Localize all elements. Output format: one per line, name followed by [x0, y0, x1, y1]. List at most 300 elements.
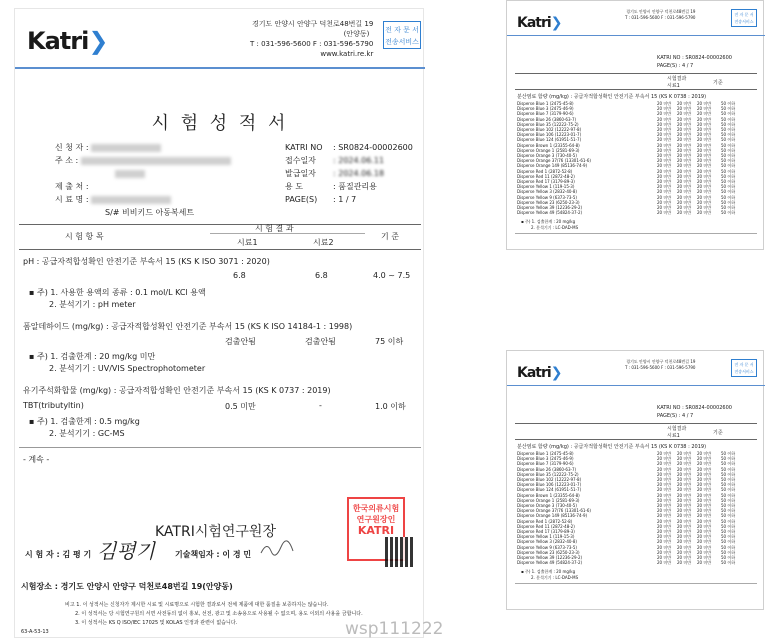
col-sample1-header: 시료1 [667, 433, 680, 439]
dye-standard: 50 이하 [721, 471, 736, 477]
dye-result-2: 20 미만 [677, 513, 692, 519]
dye-result-3: 20 미만 [697, 451, 712, 456]
dye-result-3: 20 미만 [697, 153, 712, 158]
reviewer-signature [259, 539, 299, 559]
page-value: : 1 / 7 [333, 195, 357, 204]
dye-row: Disperse Yellow 3 (2832-40-8) [517, 189, 577, 195]
col-result-header: 시험결과 [667, 426, 687, 432]
dye-result-2: 20 미만 [677, 544, 692, 550]
dye-row: Disperse Yellow 9 (6373-73-5) [517, 544, 577, 550]
dye-result-2: 20 미만 [677, 163, 692, 169]
section-ph-sample1: 6.8 [233, 271, 246, 280]
footnotes [65, 601, 363, 628]
fields-left: 신 청 자 : 주 소 : 제 출 처 : 시 료 명 : S/# 비비키드 아동복세트 [55, 141, 231, 219]
dye-result-2: 20 미만 [677, 508, 692, 514]
dye-row: Disperse Blue 35 (12222-75-2) [517, 471, 579, 477]
dye-result-1: 20 미만 [657, 534, 672, 540]
dye-row: Disperse Blue 102 (12222-97-8) [517, 127, 582, 132]
dye-result-3: 20 미만 [697, 466, 712, 472]
dye-result-2: 20 미만 [677, 194, 692, 200]
dye-row: Disperse Blue 7 (3179-90-6) [517, 111, 574, 117]
dye-standard: 50 이하 [721, 210, 736, 216]
dye-row: Disperse Blue 1 (2475-45-8) [517, 101, 574, 106]
section-title: 분산염료 함량 (mg/kg) : 공급자적합성확인 안전기준 부속서 15 (KS K 0738 : 2019) [517, 444, 707, 450]
dye-result-1: 20 미만 [657, 132, 672, 138]
applicant-label: 신 청 자 [55, 143, 84, 152]
table-top-rule [515, 73, 757, 74]
table-top-rule [19, 224, 421, 225]
dye-result-1: 20 미만 [657, 163, 672, 169]
sample-label: 시 료 명 [55, 195, 84, 204]
dye-result-1: 20 미만 [657, 205, 672, 210]
dye-result-2: 20 미만 [677, 451, 692, 456]
table-bottom-rule [19, 447, 421, 448]
dye-result-3: 20 미만 [697, 534, 712, 540]
document-title: 시 험 성 적 서 [151, 113, 289, 134]
table-bottom-rule [515, 583, 757, 584]
result-sub-rule [210, 233, 365, 234]
dye-result-2: 20 미만 [677, 101, 692, 106]
dye-result-2: 20 미만 [677, 210, 692, 216]
section-formaldehyde-standard: 75 이하 [375, 337, 404, 346]
dye-result-1: 20 미만 [657, 539, 672, 545]
dye-row: Disperse Orange 37/76 (13301-61-6) [517, 508, 591, 514]
dye-result-2: 20 미만 [677, 184, 692, 190]
dye-row: Disperse Yellow 23 (6250-23-3) [517, 549, 580, 555]
institute-name: KATRI시험연구원장 [155, 524, 276, 540]
dye-result-1: 20 미만 [657, 508, 672, 514]
dye-result-2: 20 미만 [677, 477, 692, 482]
section-organotin-title: 유기주석화합물 (mg/kg) : 공급자적합성확인 안전기준 부속서 15 (KS K 0737 : 2019) [23, 386, 331, 395]
dye-result-1: 20 미만 [657, 549, 672, 555]
dye-standard: 50 이하 [721, 205, 736, 210]
chevron-right-icon: ❯ [550, 365, 562, 381]
dye-result-3: 20 미만 [697, 487, 712, 493]
dye-result-1: 20 미만 [657, 482, 672, 488]
dye-result-2: 20 미만 [677, 199, 692, 205]
dye-result-2: 20 미만 [677, 560, 692, 566]
dye-result-3: 20 미만 [697, 121, 712, 127]
dye-row: Disperse Yellow 39 (12236-29-2) [517, 555, 583, 560]
section-title: 분산염료 함량 (mg/kg) : 공급자적합성확인 안전기준 부속서 15 (KS K 0738 : 2019) [517, 94, 707, 100]
received-value: : 2024.06.11 [333, 156, 385, 165]
table-header-rule [19, 249, 421, 250]
section-organotin-standard: 1.0 이하 [375, 402, 406, 411]
col-standard-header: 기준 [713, 430, 723, 436]
sample-value: S/# 비비키드 아동복세트 [105, 208, 195, 217]
dye-result-1: 20 미만 [657, 142, 672, 148]
dye-standard: 50 이하 [721, 168, 736, 174]
dye-result-3: 20 미만 [697, 560, 712, 566]
dye-standard: 50 이하 [721, 487, 736, 493]
dye-result-3: 20 미만 [697, 127, 712, 132]
dye-result-3: 20 미만 [697, 497, 712, 503]
page-value: PAGE(S) : 4 / 7 [657, 63, 694, 69]
dye-standard: 50 이하 [721, 111, 736, 117]
dye-result-2: 20 미만 [677, 121, 692, 127]
dye-standard: 50 이하 [721, 153, 736, 158]
address-redacted-2 [115, 170, 145, 178]
dye-row: Disperse Orange 37/76 (13301-61-6) [517, 158, 591, 164]
dye-result-3: 20 미만 [697, 158, 712, 164]
dye-result-3: 20 미만 [697, 194, 712, 200]
dye-result-1: 20 미만 [657, 121, 672, 127]
col-item-header: 시 험 항 목 [65, 232, 104, 241]
dye-result-2: 20 미만 [677, 456, 692, 462]
col-result-header: 시 험 결 과 [255, 224, 294, 233]
col-sample1-header: 시료1 [237, 238, 258, 247]
dye-result-1: 20 미만 [657, 184, 672, 190]
dye-row: Disperse Orange 1 (2581-69-3) [517, 147, 580, 153]
dye-result-2: 20 미만 [677, 111, 692, 117]
address-label: 주 소 [55, 156, 73, 165]
dye-row: Disperse Orange 149 (85136-74-9) [517, 163, 588, 169]
dye-result-2: 20 미만 [677, 137, 692, 143]
katri-no-value: KATRI NO : SR0824-00002600 [657, 405, 732, 411]
katri-no-label: KATRI NO [285, 143, 323, 152]
dye-standard: 50 이하 [721, 461, 736, 467]
dye-result-2: 20 미만 [677, 127, 692, 132]
dye-result-3: 20 미만 [697, 513, 712, 519]
dye-result-2: 20 미만 [677, 466, 692, 472]
dye-row: Disperse Blue 106 (12223-01-7) [517, 132, 582, 138]
dye-result-3: 20 미만 [697, 456, 712, 462]
header-divider [507, 385, 765, 386]
dye-row: Disperse Red 17 (3179-89-3) [517, 529, 575, 534]
section-formaldehyde-note2: 2. 분석기기 : UV/VIS Spectrophotometer [49, 364, 206, 373]
dye-result-1: 20 미만 [657, 210, 672, 216]
dye-standard: 50 이하 [721, 127, 736, 132]
note-1: ▪ 주) 1. 검출한계 : 20 mg/kg [521, 569, 576, 575]
dye-standard: 50 이하 [721, 142, 736, 148]
dye-row: Disperse Yellow 3 (2832-40-8) [517, 539, 577, 545]
dye-result-3: 20 미만 [697, 147, 712, 153]
section-ph-sample2: 6.8 [315, 271, 328, 280]
dye-standard: 50 이하 [721, 518, 736, 524]
dye-row: Disperse Red 11 (2872-48-2) [517, 173, 575, 179]
dye-result-2: 20 미만 [677, 158, 692, 164]
page-label: PAGE(S) [285, 195, 318, 204]
dye-result-2: 20 미만 [677, 179, 692, 184]
section-ph-note1: ▪ 주) 1. 사용한 용액의 종류 : 0.1 mol/L KCl 용액 [29, 288, 206, 297]
dye-row: Disperse Red 1 (2872-52-8) [517, 168, 573, 174]
dye-result-2: 20 미만 [677, 518, 692, 524]
chevron-right-icon: ❯ [88, 27, 108, 55]
dye-result-2: 20 미만 [677, 132, 692, 138]
dye-result-3: 20 미만 [697, 168, 712, 174]
dye-result-1: 20 미만 [657, 451, 672, 456]
section-organotin-sample1: 0.5 미만 [225, 402, 256, 411]
dye-standard: 50 이하 [721, 158, 736, 164]
dye-row: Disperse Blue 3 (2475-46-9) [517, 106, 574, 112]
dye-result-3: 20 미만 [697, 544, 712, 550]
dye-row: Disperse Yellow 1 (119-15-3) [517, 534, 575, 540]
section-ph-note2: 2. 분석기기 : pH meter [49, 300, 136, 309]
dye-standard: 50 이하 [721, 549, 736, 555]
dye-result-1: 20 미만 [657, 168, 672, 174]
e-document-stamp: 전 자 문 서 전송서비스 [383, 21, 421, 49]
dye-result-1: 20 미만 [657, 116, 672, 122]
dye-row: Disperse Blue 26 (3860-63-7) [517, 116, 577, 122]
dye-standard: 50 이하 [721, 451, 736, 456]
dye-result-1: 20 미만 [657, 487, 672, 493]
header-address: 경기도 안양시 안양구 덕천로48번길 19 [251, 20, 374, 28]
reviewer-label: 기술책임자 : 이 경 민 [175, 550, 252, 559]
continued-label: - 계속 - [23, 455, 50, 464]
dye-result-3: 20 미만 [697, 179, 712, 184]
dye-row: Disperse Blue 26 (3860-63-7) [517, 466, 577, 472]
dye-result-3: 20 미만 [697, 142, 712, 148]
section-formaldehyde-note1: ▪ 주) 1. 검출한계 : 20 mg/kg 미만 [29, 352, 156, 361]
e-document-stamp: 전 자 문 서 전송서비스 [731, 359, 757, 377]
dye-result-2: 20 미만 [677, 492, 692, 498]
col-sample1-header: 시료1 [667, 83, 680, 89]
dye-standard: 50 이하 [721, 163, 736, 169]
dye-standard: 50 이하 [721, 503, 736, 508]
dye-result-1: 20 미만 [657, 544, 672, 550]
tester-signature: 김평기 [97, 539, 155, 563]
dye-row: Disperse Orange 1 (2581-69-3) [517, 497, 580, 503]
issued-value: : 2024.06.18 [333, 169, 385, 178]
dye-standard: 50 이하 [721, 477, 736, 482]
dye-result-3: 20 미만 [697, 132, 712, 138]
dye-row: Disperse Orange 149 (85136-74-9) [517, 513, 588, 519]
dye-result-2: 20 미만 [677, 189, 692, 195]
use-label: 용 도 [285, 182, 303, 191]
dye-result-2: 20 미만 [677, 523, 692, 529]
form-code: 63-A-53-13 [21, 629, 49, 635]
dye-standard: 50 이하 [721, 513, 736, 519]
address-redacted [81, 157, 231, 165]
dye-result-1: 20 미만 [657, 523, 672, 529]
dye-result-3: 20 미만 [697, 508, 712, 514]
dye-result-3: 20 미만 [697, 492, 712, 498]
section-organotin-row-label: TBT(tributyltin) [23, 401, 84, 410]
issued-label: 발급일자 [285, 169, 316, 178]
dye-result-1: 20 미만 [657, 106, 672, 112]
dye-standard: 50 이하 [721, 456, 736, 462]
dye-standard: 50 이하 [721, 116, 736, 122]
dye-result-3: 20 미만 [697, 101, 712, 106]
section-ph-title: pH : 공급자적합성확인 안전기준 부속서 15 (KS K ISO 3071 : 2020) [23, 257, 270, 266]
dye-result-3: 20 미만 [697, 137, 712, 143]
qr-code [385, 537, 415, 567]
dye-result-2: 20 미만 [677, 461, 692, 467]
header-phone: T : 031-596-5600 F : 031-596-5790 [250, 40, 374, 48]
col-standard-header: 기준 [713, 80, 723, 86]
dye-row: Disperse Yellow 49 (54824-37-2) [517, 560, 583, 566]
dye-standard: 50 이하 [721, 179, 736, 184]
dye-result-2: 20 미만 [677, 482, 692, 488]
dye-result-3: 20 미만 [697, 539, 712, 545]
dye-result-3: 20 미만 [697, 477, 712, 482]
applicant-redacted [91, 144, 161, 152]
dye-row: Disperse Red 17 (3179-89-3) [517, 179, 575, 184]
dye-standard: 50 이하 [721, 137, 736, 143]
dye-standard: 50 이하 [721, 529, 736, 534]
section-formaldehyde-sample1: 검출안됨 [225, 337, 256, 346]
dye-row: Disperse Yellow 1 (119-15-3) [517, 184, 575, 190]
dye-result-3: 20 미만 [697, 205, 712, 210]
report-page-thumb-1 [506, 0, 764, 250]
dye-standard: 50 이하 [721, 539, 736, 545]
note-1: ▪ 주) 1. 검출한계 : 20 mg/kg [521, 219, 576, 225]
dye-standard: 50 이하 [721, 497, 736, 503]
dye-row: Disperse Blue 106 (12223-01-7) [517, 482, 582, 488]
dye-row: Disperse Red 11 (2872-48-2) [517, 523, 575, 529]
dye-row: Disperse Yellow 9 (6373-73-5) [517, 194, 577, 200]
dye-result-2: 20 미만 [677, 497, 692, 503]
dye-result-1: 20 미만 [657, 560, 672, 566]
dye-result-3: 20 미만 [697, 482, 712, 488]
dye-result-1: 20 미만 [657, 518, 672, 524]
header-divider [15, 67, 425, 69]
dye-result-2: 20 미만 [677, 205, 692, 210]
section-formaldehyde-sample2: 검출안됨 [305, 337, 336, 346]
dye-row: Disperse Brown 1 (23355-64-8) [517, 492, 580, 498]
dye-standard: 50 이하 [721, 147, 736, 153]
tester-label: 시 험 자 : 김 평 기 [25, 550, 92, 559]
katri-logo: Katri❯ [27, 27, 108, 55]
dye-row: Disperse Blue 3 (2475-46-9) [517, 456, 574, 462]
dye-result-3: 20 미만 [697, 184, 712, 190]
header-address2: (안양동) [343, 30, 370, 38]
dye-result-3: 20 미만 [697, 163, 712, 169]
dye-result-3: 20 미만 [697, 106, 712, 112]
dye-result-3: 20 미만 [697, 189, 712, 195]
page-value: PAGE(S) : 4 / 7 [657, 413, 694, 419]
dye-result-3: 20 미만 [697, 549, 712, 555]
e-document-stamp: 전 자 문 서 전송서비스 [731, 9, 757, 27]
katri-logo: Katri❯ [517, 15, 562, 31]
header-contact [250, 19, 373, 59]
katri-logo: Katri❯ [517, 365, 562, 381]
footnote-2: 2. 이 성적서는 당 시험연구원의 서면 사전동의 없이 홍보, 선전, 광고 및 소송용으로 사용될 수 없으며, 용도 이외의 사용을 금합니다. [75, 611, 363, 617]
dye-result-3: 20 미만 [697, 523, 712, 529]
dye-standard: 50 이하 [721, 184, 736, 190]
dye-result-2: 20 미만 [677, 106, 692, 112]
dye-result-2: 20 미만 [677, 549, 692, 555]
dye-result-2: 20 미만 [677, 555, 692, 560]
header-contact: 경기도 안양시 안양구 덕천로48번길 19 T : 031-596-5600 F : 031-596-5790 [625, 9, 696, 20]
dye-result-1: 20 미만 [657, 199, 672, 205]
dye-row: Disperse Blue 124 (61951-51-7) [517, 137, 582, 143]
sample-redacted [91, 196, 171, 204]
col-result-header: 시험결과 [667, 76, 687, 82]
dye-result-3: 20 미만 [697, 518, 712, 524]
dye-result-1: 20 미만 [657, 497, 672, 503]
dye-standard: 50 이하 [721, 492, 736, 498]
dye-row: Disperse Blue 124 (61951-51-7) [517, 487, 582, 493]
dye-row: Disperse Orange 3 (730-40-5) [517, 503, 577, 508]
dye-row: Disperse Blue 102 (12222-97-8) [517, 477, 582, 482]
dye-result-3: 20 미만 [697, 503, 712, 508]
dye-standard: 50 이하 [721, 199, 736, 205]
col-standard-header: 기 준 [381, 232, 399, 241]
note-2: 2. 분석기기 : LC-DAD-MS [531, 225, 579, 231]
dye-standard: 50 이하 [721, 482, 736, 488]
dye-result-2: 20 미만 [677, 168, 692, 174]
dye-result-3: 20 미만 [697, 461, 712, 467]
dye-standard: 50 이하 [721, 534, 736, 540]
dye-result-3: 20 미만 [697, 555, 712, 560]
dye-result-2: 20 미만 [677, 529, 692, 534]
dye-result-1: 20 미만 [657, 194, 672, 200]
table-header-rule [515, 89, 757, 90]
dye-row: Disperse Yellow 49 (54824-37-2) [517, 210, 583, 216]
watermark: wsp111222 [345, 619, 444, 639]
section-ph-standard: 4.0 ~ 7.5 [373, 271, 411, 280]
dye-standard: 50 이하 [721, 106, 736, 112]
dye-row: Disperse Orange 3 (730-40-5) [517, 153, 577, 158]
dye-result-1: 20 미만 [657, 503, 672, 508]
dye-result-1: 20 미만 [657, 555, 672, 560]
dye-result-3: 20 미만 [697, 199, 712, 205]
dye-result-1: 20 미만 [657, 153, 672, 158]
dye-result-2: 20 미만 [677, 487, 692, 493]
dye-result-3: 20 미만 [697, 210, 712, 216]
dye-result-1: 20 미만 [657, 461, 672, 467]
chevron-right-icon: ❯ [550, 15, 562, 31]
header-contact: 경기도 안양시 안양구 덕천로48번길 19 T : 031-596-5600 F : 031-596-5790 [625, 359, 696, 370]
dye-result-1: 20 미만 [657, 101, 672, 106]
dye-row: Disperse Brown 1 (23355-64-8) [517, 142, 580, 148]
dye-result-3: 20 미만 [697, 116, 712, 122]
dye-result-1: 20 미만 [657, 147, 672, 153]
dye-result-2: 20 미만 [677, 534, 692, 540]
dye-standard: 50 이하 [721, 544, 736, 550]
dye-result-2: 20 미만 [677, 147, 692, 153]
header-url: www.katri.re.kr [320, 50, 374, 58]
note-2: 2. 분석기기 : LC-DAD-MS [531, 575, 579, 581]
dye-result-1: 20 미만 [657, 456, 672, 462]
dye-standard: 50 이하 [721, 466, 736, 472]
dye-result-1: 20 미만 [657, 111, 672, 117]
header-divider [507, 35, 765, 36]
footnote-1: 비고 1. 이 성적서는 신청자가 제시한 시료 및 시료명으로 시험한 결과로서 전체 제품에 대한 품질을 보증하지는 않습니다. [65, 602, 329, 608]
dye-result-2: 20 미만 [677, 173, 692, 179]
table-top-rule [515, 423, 757, 424]
dye-result-2: 20 미만 [677, 153, 692, 158]
dye-standard: 50 이하 [721, 101, 736, 106]
dye-result-1: 20 미만 [657, 466, 672, 472]
official-seal: 한국의류시험연구원장인 KATRI [347, 497, 405, 561]
dye-result-1: 20 미만 [657, 471, 672, 477]
katri-no-value: : SR0824-00002600 [333, 143, 413, 152]
dye-result-2: 20 미만 [677, 116, 692, 122]
use-value: : 품질관리용 [333, 182, 377, 191]
dye-standard: 50 이하 [721, 555, 736, 560]
katri-no-value: KATRI NO : SR0824-00002600 [657, 55, 732, 61]
dye-result-3: 20 미만 [697, 111, 712, 117]
dye-result-1: 20 미만 [657, 137, 672, 143]
dye-result-1: 20 미만 [657, 477, 672, 482]
report-page-main [14, 8, 444, 639]
dye-standard: 50 이하 [721, 523, 736, 529]
dye-result-1: 20 미만 [657, 492, 672, 498]
dye-result-1: 20 미만 [657, 529, 672, 534]
dye-result-2: 20 미만 [677, 503, 692, 508]
received-label: 접수일자 [285, 156, 316, 165]
section-organotin-sample2: - [319, 401, 322, 410]
dye-row: Disperse Red 1 (2872-52-8) [517, 518, 573, 524]
dye-result-1: 20 미만 [657, 513, 672, 519]
dye-result-1: 20 미만 [657, 179, 672, 184]
dye-result-2: 20 미만 [677, 471, 692, 477]
dye-standard: 50 이하 [721, 560, 736, 566]
dye-standard: 50 이하 [721, 173, 736, 179]
section-organotin-note1: ▪ 주) 1. 검출한계 : 0.5 mg/kg [29, 417, 140, 426]
